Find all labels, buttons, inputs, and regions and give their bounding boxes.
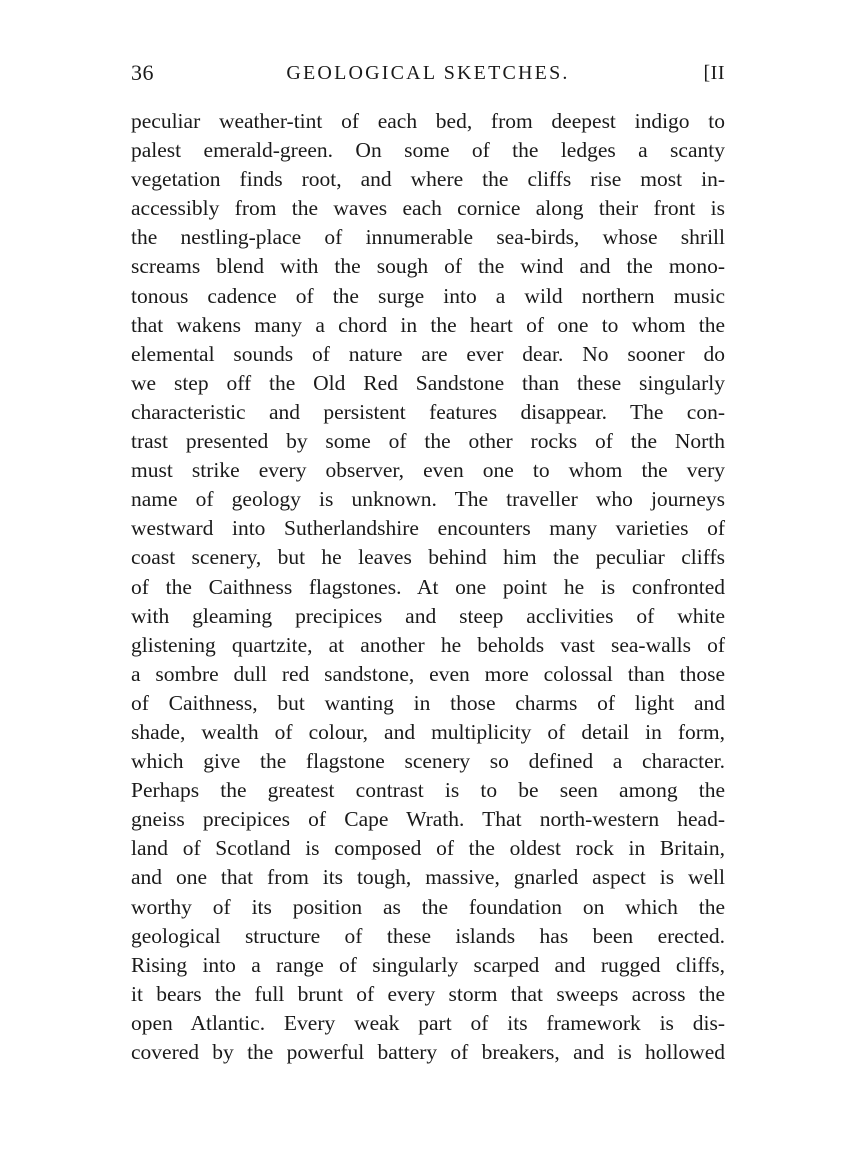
text-line: peculiar weather-tint of each bed, from deepest indigo to: [131, 109, 725, 133]
text-line: coast scenery, but he leaves behind him the peculiar cliffs: [131, 545, 725, 570]
text-line: glistening quartzite, at another he beholds vast sea-walls of: [131, 632, 725, 657]
text-line: Rising into a range of singularly scarped and rugged cliffs,: [131, 952, 725, 977]
text-line: must strike every observer, even one to whom the very: [131, 458, 725, 483]
text-line: accessibly from the waves each cornice along their front is: [131, 196, 725, 221]
text-line: name of geology is unknown. The traveller who journeys: [131, 487, 725, 512]
text-line: and one that from its tough, massive, gnarled aspect is well: [131, 865, 725, 890]
text-line: open Atlantic. Every weak part of its framework is dis-: [131, 1010, 725, 1035]
text-line: land of Scotland is composed of the oldest rock in Britain,: [131, 836, 725, 861]
running-title: GEOLOGICAL SKETCHES.: [286, 62, 570, 84]
text-line: covered by the powerful battery of breakers, and is hollowed: [131, 1040, 725, 1064]
text-line: gneiss precipices of Cape Wrath. That north-western head-: [131, 807, 725, 832]
text-line: shade, wealth of colour, and multiplicity of detail in form,: [131, 719, 725, 744]
text-line: of the Caithness flagstones. At one point he is confronted: [131, 574, 725, 599]
text-line: screams blend with the sough of the wind and the mono-: [131, 254, 725, 279]
text-line: it bears the full brunt of every storm that sweeps across the: [131, 981, 725, 1006]
running-head: [131, 60, 725, 90]
text-line: we step off the Old Red Sandstone than these singularly: [131, 370, 725, 395]
text-line: Perhaps the greatest contrast is to be seen among the: [131, 778, 725, 803]
chapter-mark: [II: [703, 62, 725, 84]
text-line: of Caithness, but wanting in those charms of light and: [131, 690, 725, 715]
text-line: which give the flagstone scenery so defined a character.: [131, 749, 725, 774]
text-line: with gleaming precipices and steep acclivities of white: [131, 603, 725, 628]
text-line: tonous cadence of the surge into a wild northern music: [131, 283, 725, 308]
text-line: worthy of its position as the foundation on which the: [131, 894, 725, 919]
text-line: elemental sounds of nature are ever dear. No sooner do: [131, 341, 725, 366]
page-number: 36: [131, 60, 154, 85]
text-line: westward into Sutherlandshire encounters many varieties of: [131, 516, 725, 541]
text-line: characteristic and persistent features disappear. The con-: [131, 399, 725, 424]
text-line: that wakens many a chord in the heart of one to whom the: [131, 312, 725, 337]
text-line: geological structure of these islands has been erected.: [131, 923, 725, 948]
text-line: the nestling-place of innumerable sea-birds, whose shrill: [131, 225, 725, 250]
text-line: palest emerald-green. On some of the ledges a scanty: [131, 138, 725, 163]
text-line: a sombre dull red sandstone, even more colossal than those: [131, 661, 725, 686]
body-paragraph: [131, 107, 725, 1067]
text-line: vegetation finds root, and where the cliffs rise most in-: [131, 167, 725, 192]
text-line: trast presented by some of the other rocks of the North: [131, 429, 725, 454]
